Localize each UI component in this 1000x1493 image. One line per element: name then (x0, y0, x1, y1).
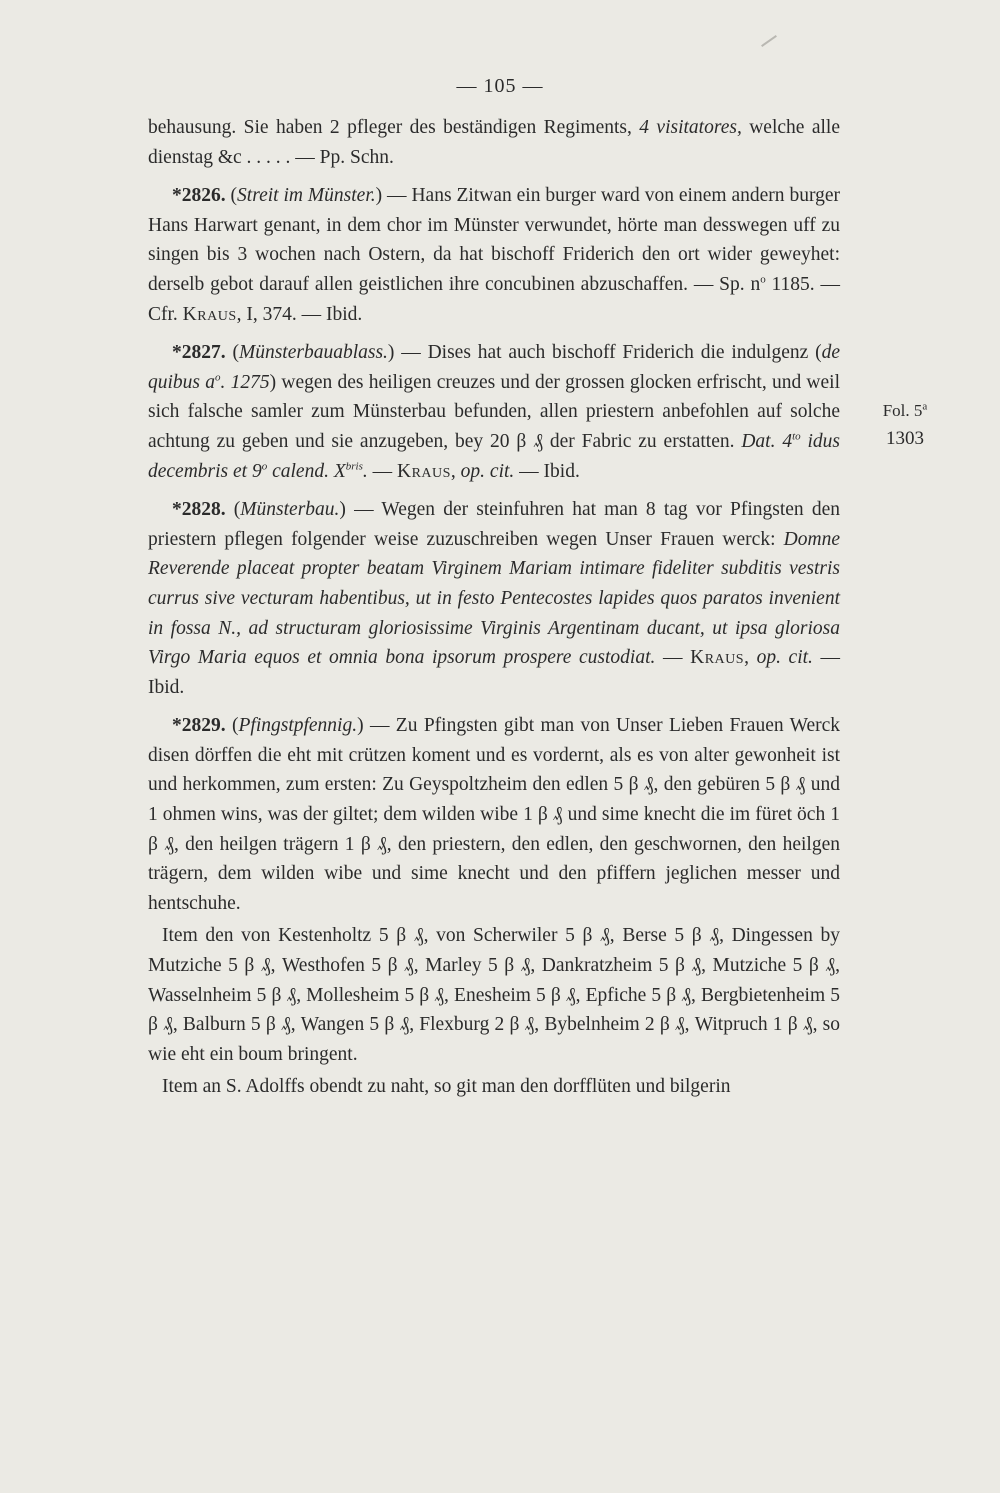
margin-year: 1303 (886, 428, 924, 449)
entry-italic: op. cit. (460, 460, 515, 482)
entry-sup: o (261, 460, 268, 473)
author-name: Kraus (182, 303, 237, 325)
entry-text: — Ibid. (514, 460, 580, 482)
entry-rubric: Pfingstpfennig. (238, 715, 358, 737)
entry-text: , (450, 460, 461, 482)
entry-text: , I, 374. — Ibid. (236, 303, 363, 325)
entry-sup: to (792, 430, 801, 443)
entry-2827: *2827. (Münsterbauablass.) — Dises hat auch bischoff Friderich die indulgenz (de quibus $a^o$. 1275) wegen des heiligen creuzes und der grossen glocken erfrischt, und weil sich falsche samler zum Münsterbau befunden, allen priestern anbefohlen auf solche achtung zu geben und sie anzugeben, bey 20 β ₰ der Fabric zu erstatten. Dat. $4^{to}$ idus decembris et 9$^o$ calend. $X^{bris}$. — Kraus, op. cit. — Ibid. (148, 342, 841, 482)
entry-italic: op. cit. (756, 647, 813, 669)
margin-folio-sup: a (922, 400, 928, 413)
entry-text: , (744, 647, 757, 669)
entry-text: ) wegen des heiligen creuzes und der grossen glocken erfrischt, und weil sich falsche samler zum Münsterbau befunden, allen priestern anbefohlen auf solche achtung zu geben und sie anzugeben, bey 20 (148, 371, 841, 452)
entry-number: *2826. (172, 185, 226, 207)
entry-text: — Zu Pfingsten gibt man von Unser Lieben Frauen Werck disen dörffen die eht mit crützen koment und es vordernt, als es von alter gewonheit ist und herkommen, zum ersten: Zu Geyspoltzheim den edlen 5 β ₰, den gebüren 5 β ₰ und 1 ohmen wins, was der giltet; dem wilden wibe 1 β ₰ und sime knecht die im füret öch 1 β ₰, den heilgen trägern 1 β ₰, den priestern, den edlen, den geschwornen, den heilgen trägern, dem wilden wibe und sime knecht und den pfiffern jeglichen messer und hentschuhe. (148, 715, 841, 914)
entry-sup: o (760, 273, 766, 286)
entry-rubric: Münsterbauablass. (238, 342, 388, 364)
page-number: — 105 — (456, 75, 544, 97)
paper-mark (761, 35, 777, 47)
entry-italic: . (362, 460, 368, 482)
entry-italic: . 1275 (220, 371, 270, 393)
entry-2828: *2828. (Münsterbau.) — Wegen der steinfuhren hat man 8 tag vor Pfingsten den priestern pflegen folgender weise zuzuschreiben wegen Unser Frauen werck: Domne Reverende placeat propter beatam Virginem Mariam intimare fideliter subditis vestris currus sive vecturam habentibus, ut in festo Pentecostes lapides quos paratos invenient in fossa N., ad structuram gloriosissime Virginis Argentinam ducant, ut ipsa gloriosa Virgo Maria equos et omnia bona ipsorum prospere custodiat. — Kraus, op. cit. — Ibid. (148, 499, 841, 698)
entry-2829: *2829. (Pfingstpfennig.) — Zu Pfingsten gibt man von Unser Lieben Frauen Werck disen dörffen die eht mit crützen koment und es vordernt, als es von alter gewonheit ist und herkommen, zum ersten: Zu Geyspoltzheim den edlen 5 β ₰, den gebüren 5 β ₰ und 1 ohmen wins, was der giltet; dem wilden wibe 1 β ₰ und sime knecht die im füret öch 1 β ₰, den heilgen trägern 1 β ₰, den priestern, den edlen, den geschwornen, den heilgen trägern, dem wilden wibe und sime knecht und den pfiffern jeglichen messer und hentschuhe. (148, 715, 841, 914)
currency-symbol: β ₰ (516, 430, 543, 452)
entry-text: der Fabric zu erstatten. (542, 430, 742, 452)
entry-sup: o (215, 371, 221, 384)
entry-italic: idus decembris et 9 (148, 430, 841, 482)
entry-2826: *2826. (Streit im Münster.) — Hans Zitwan ein burger ward von einem andern burger Hans Harwart genant, in dem chor im Münster verwundet, hörte man desswegen uff zu singen bis 3 wochen nach Ostern, da hat bischoff Friderich den ort wider geweyhet: derselb gebot darauf allen geistlichen ihre concubinen abzuschaffen. — Sp. $n^o$ 1185. — Cfr. Kraus, I, 374. — Ibid. (148, 185, 840, 325)
entry-number: *2827. (172, 342, 226, 364)
intro-italic: 4 visitatores, (639, 117, 742, 138)
entry-rubric: Münsterbau. (240, 499, 340, 521)
entry-number: *2828. (172, 499, 226, 521)
entry-text: — (367, 460, 397, 482)
entry-text: — Hans Zitwan ein burger ward von einem andern burger Hans Harwart genant, in dem chor im Münster verwundet, hörte man desswegen uff zu singen bis 3 wochen nach Ostern, da hat bischoff Friderich den ort wider geweyhet: derselb gebot darauf allen geistlichen ihre concubinen abzuschaffen. — Sp. n (148, 185, 840, 295)
entry-text: — Wegen der steinfuhren hat man 8 tag vor Pfingsten den priestern pflegen folgender weise zuzuschreiben wegen Unser Frauen werck: (148, 499, 840, 550)
intro-text: behausung. Sie haben 2 pfleger des beständigen Regiments, (148, 117, 640, 138)
author-name: Kraus (396, 460, 451, 482)
entry-italic: calend. X (267, 460, 346, 482)
margin-folio-label: Fol. 5 (882, 401, 923, 420)
paragraph-kestenholtz: Item den von Kestenholtz 5 β ₰, von Scherwiler 5 β ₰, Berse 5 β ₰, Dingessen by Mutziche 5 β ₰, Westhofen 5 β ₰, Marley 5 β ₰, Dankratzheim 5 β ₰, Mutziche 5 β ₰, Wasselnheim 5 β ₰, Mollesheim 5 β ₰, Enesheim 5 β ₰, Epfiche 5 β ₰, Bergbietenheim 5 β ₰, Balburn 5 β ₰, Wangen 5 β ₰, Flexburg 2 β ₰, Bybelnheim 2 β ₰, Witpruch 1 β ₰, so wie eht ein boum bringent. (148, 925, 840, 1065)
entry-rubric: Streit im Münster. (237, 185, 376, 207)
entry-text: — (655, 647, 691, 669)
intro-paragraph (148, 113, 840, 172)
latin-quote: Domne Reverende placeat propter beatam Virginem Mariam intimare fideliter subditis vestris currus sive vecturam habentibus, ut in festo Pentecostes lapides quos paratos invenient in fossa N., ad structuram gloriosissime Virginis Argentinam ducant, ut ipsa gloriosa Virgo Maria equos et omnia bona ipsorum prospere custodiat. (148, 528, 840, 669)
entry-number: *2829. (172, 715, 226, 737)
entry-sup: bris (345, 460, 363, 473)
margin-folio (870, 398, 940, 424)
entry-text: — Dises hat auch bischoff Friderich die indulgenz ( (394, 342, 822, 364)
body-text (148, 113, 840, 1102)
paragraph-adolffs: Item an S. Adolffs obendt zu naht, so git man den dorfflüten und bilgerin (162, 1076, 731, 1098)
author-name: Kraus (690, 647, 745, 669)
intro-text-end: welche alle dienstag &c . . . . . — Pp. Schn. (148, 117, 840, 168)
entry-text: 1185. — Cfr. (148, 273, 840, 325)
entry-italic: Dat. 4 (741, 430, 793, 452)
entry-text: — Ibid. (148, 647, 841, 698)
entry-italic: de quibus a (148, 342, 840, 393)
